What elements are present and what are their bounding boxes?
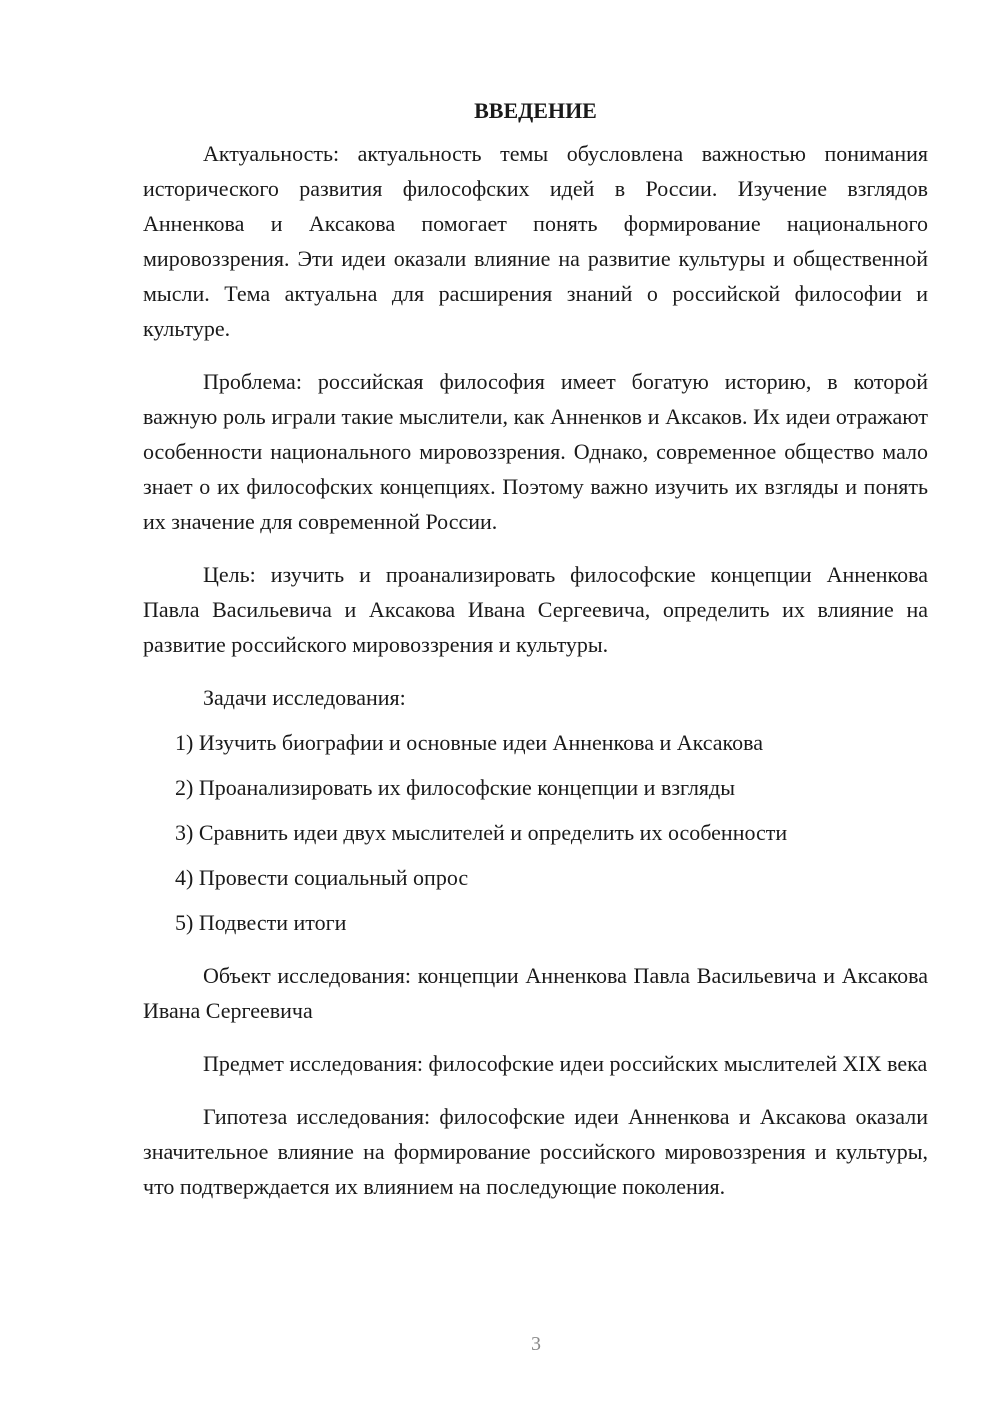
- subject-paragraph: Предмет исследования: философские идеи российских мыслителей XIX века: [203, 1051, 928, 1076]
- page-number: 3: [531, 1333, 541, 1355]
- page-content: [143, 94, 928, 1204]
- goal-paragraph: Цель: изучить и проанализировать философские концепции Анненкова Павла Васильевича и Аксакова Ивана Сергеевича, определить их влияние на развитие российского мировоззрения и культуры.: [143, 562, 928, 657]
- task-item: 4) Провести социальный опрос: [175, 865, 469, 890]
- tasks-title: Задачи исследования:: [203, 685, 406, 710]
- task-item: 1) Изучить биографии и основные идеи Анненкова и Аксакова: [175, 730, 763, 755]
- hypothesis-paragraph: Гипотеза исследования: философские идеи Анненкова и Аксакова оказали значительное влияние на формирование российского мировоззрения и культуры, что подтверждается их влиянием на последующие поколения.: [143, 1104, 928, 1199]
- object-paragraph: Объект исследования: концепции Анненкова Павла Васильевича и Аксакова Ивана Сергеевича: [143, 963, 928, 1023]
- tasks-list: [143, 725, 928, 940]
- page-number-footer: [0, 1333, 1000, 1356]
- task-item: 2) Проанализировать их философские концепции и взгляды: [175, 775, 736, 800]
- relevance-paragraph: Актуальность: актуальность темы обусловлена важностью понимания исторического развития философских идей в России. Изучение взглядов Анненкова и Аксакова помогает понять формирование национального мировоззрения. Эти идеи оказали влияние на развитие культуры и общественной мысли. Тема актуальна для расширения знаний о российской философии и культуре.: [143, 141, 928, 341]
- section-heading: ВВЕДЕНИЕ: [474, 98, 597, 123]
- task-item: 3) Сравнить идеи двух мыслителей и определить их особенности: [175, 820, 788, 845]
- problem-paragraph: Проблема: российская философия имеет богатую историю, в которой важную роль играли такие мыслители, как Анненков и Аксаков. Их идеи отражают особенности национального мировоззрения. Однако, современное общество мало знает о их философских концепциях. Поэтому важно изучить их взгляды и понять их значение для современной России.: [143, 369, 928, 534]
- task-item: 5) Подвести итоги: [175, 910, 347, 935]
